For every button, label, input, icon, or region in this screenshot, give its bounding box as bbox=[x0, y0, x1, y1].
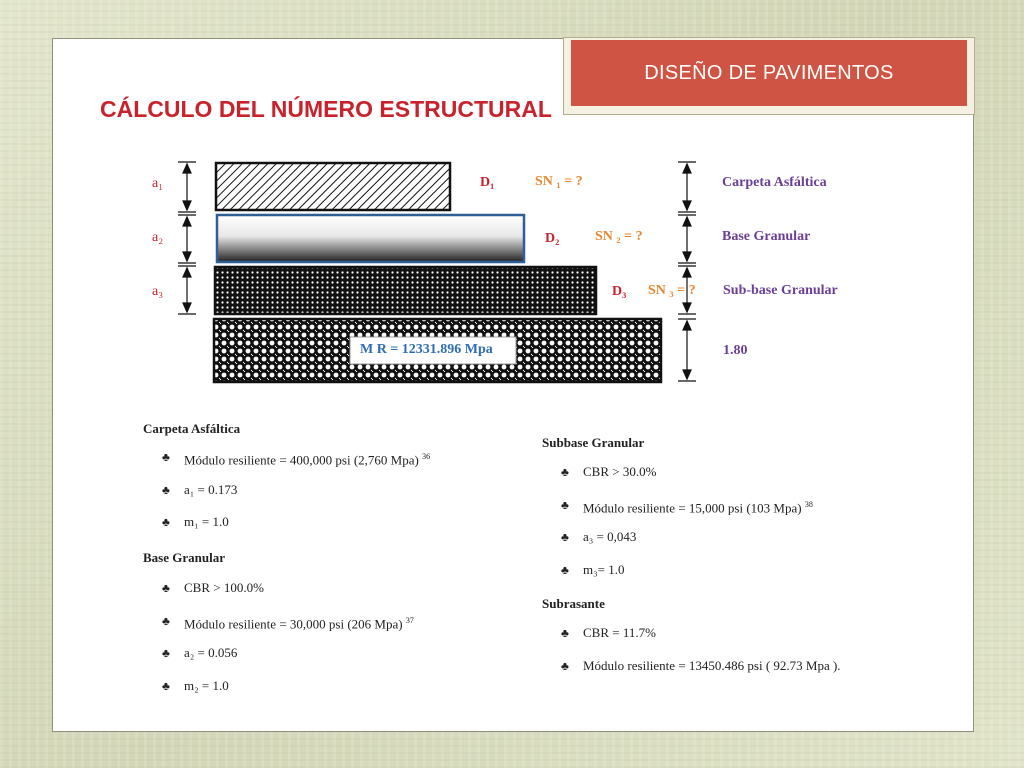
sn2-label: SN ₂ = ? bbox=[595, 229, 643, 244]
list-item: ♣ m₂ = 1.0 bbox=[162, 677, 229, 693]
club-bullet-icon: ♣ bbox=[162, 515, 170, 529]
list-item: ♣ a₃ = 0,043 bbox=[561, 529, 637, 544]
list-item: ♣ CBR > 100.0% bbox=[162, 580, 264, 595]
coef-a1: a₁ bbox=[152, 176, 164, 191]
layer-name-base: Base Granular bbox=[722, 229, 811, 244]
depth-d3: D₃ bbox=[612, 284, 627, 299]
list-subrasante bbox=[542, 624, 922, 689]
layer-base bbox=[217, 215, 524, 262]
list-item: ♣ Módulo resiliente = 13450.486 psi ( 92.73 Mpa ). bbox=[561, 657, 841, 673]
club-bullet-icon: ♣ bbox=[561, 562, 569, 577]
section-title-base: Base Granular bbox=[143, 550, 225, 565]
page-heading: CÁLCULO DEL NÚMERO ESTRUCTURAL bbox=[100, 96, 552, 122]
layer-name-subbase: Sub-base Granular bbox=[723, 283, 838, 298]
club-bullet-icon: ♣ bbox=[561, 626, 569, 640]
list-item: ♣ Módulo resiliente = 30,000 psi (206 Mpa) $^{37}$ bbox=[162, 613, 414, 631]
club-bullet-icon: ♣ bbox=[162, 450, 170, 464]
title-banner bbox=[571, 40, 967, 106]
depth-d1: D₁ bbox=[480, 175, 495, 190]
right-dimension-arrows bbox=[678, 162, 696, 381]
club-bullet-icon: ♣ bbox=[561, 465, 569, 479]
list-item: ♣ m₁ = 1.0 bbox=[162, 514, 229, 529]
list-item: ♣ m₃= 1.0 bbox=[561, 561, 625, 577]
list-carpeta bbox=[143, 448, 503, 546]
list-item: ♣ Módulo resiliente = 15,000 psi (103 Mpa) $^{38}$ bbox=[561, 497, 813, 515]
list-item: ♣ a₁ = 0.173 bbox=[162, 481, 238, 497]
section-subrasante bbox=[542, 596, 922, 689]
list-item: ♣ a₂ = 0.056 bbox=[162, 645, 238, 660]
club-bullet-icon: ♣ bbox=[162, 613, 170, 628]
list-base bbox=[143, 579, 503, 709]
section-title-subrasante: Subrasante bbox=[542, 596, 605, 611]
title-tab bbox=[563, 37, 975, 115]
layer-subbase bbox=[215, 267, 596, 314]
section-subbase bbox=[542, 435, 922, 593]
list-subbase bbox=[542, 463, 922, 593]
club-bullet-icon: ♣ bbox=[162, 678, 170, 693]
section-title-carpeta: Carpeta Asfáltica bbox=[143, 421, 241, 436]
pavement-layers-figure bbox=[140, 155, 880, 395]
section-title-subbase: Subbase Granular bbox=[542, 435, 645, 450]
mr-label: M R = 12331.896 Mpa bbox=[360, 342, 493, 357]
slide-title: DISEÑO DE PAVIMENTOS bbox=[644, 61, 894, 84]
section-carpeta bbox=[143, 421, 503, 546]
coef-a2: a₂ bbox=[152, 230, 164, 245]
section-base bbox=[143, 550, 503, 709]
sn1-label: SN ₁ = ? bbox=[535, 174, 583, 189]
club-bullet-icon: ♣ bbox=[561, 658, 569, 673]
club-bullet-icon: ♣ bbox=[561, 497, 569, 512]
pavement-diagram bbox=[140, 155, 880, 395]
left-dimension-arrows bbox=[178, 162, 196, 314]
club-bullet-icon: ♣ bbox=[162, 482, 170, 497]
layer-carpeta bbox=[216, 163, 450, 210]
list-item: ♣ Módulo resiliente = 400,000 psi (2,760 Mpa) $^{36}$ bbox=[162, 450, 431, 468]
club-bullet-icon: ♣ bbox=[162, 646, 170, 660]
club-bullet-icon: ♣ bbox=[162, 581, 170, 595]
club-bullet-icon: ♣ bbox=[561, 530, 569, 544]
list-item: ♣ CBR = 11.7% bbox=[561, 625, 656, 640]
subrasante-value: 1.80 bbox=[723, 343, 748, 358]
layer-name-carpeta: Carpeta Asfáltica bbox=[722, 175, 827, 190]
list-item: ♣ CBR > 30.0% bbox=[561, 464, 657, 479]
sn3-label: SN ₃ = ? bbox=[648, 283, 696, 298]
coef-a3: a₃ bbox=[152, 284, 164, 299]
depth-d2: D₂ bbox=[545, 231, 560, 246]
